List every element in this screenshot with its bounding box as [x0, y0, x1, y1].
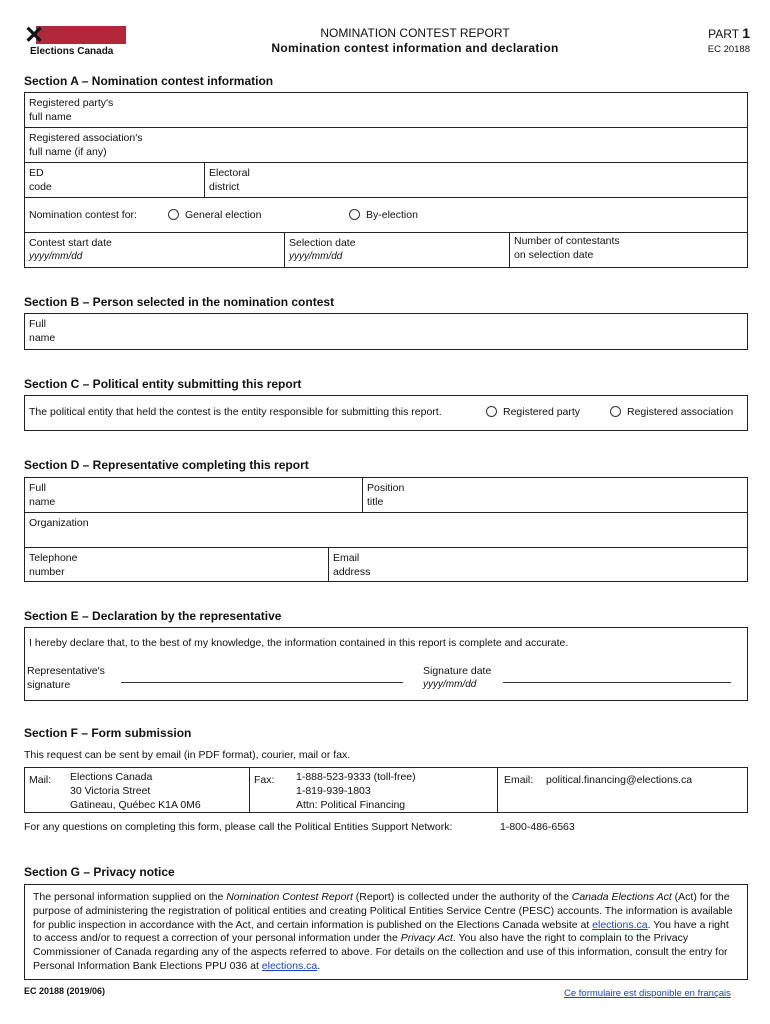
rep-name-label-1: Full: [29, 482, 46, 494]
signature-label-2: signature: [27, 679, 71, 691]
selected-name-label-2: name: [29, 332, 56, 344]
ed-label-1: ED: [29, 167, 44, 179]
representative-name-field[interactable]: [24, 477, 363, 513]
phone-label-1: Telephone: [29, 552, 78, 564]
general-election-radio[interactable]: [168, 209, 179, 220]
fax-line-2: 1-819-939-1803: [296, 785, 371, 797]
selection-date-field[interactable]: [284, 232, 510, 268]
elections-canada-logo: [22, 22, 126, 60]
fax-numbers: [296, 770, 416, 812]
privacy-notice-box: [24, 884, 748, 980]
logo-flag-bar: [36, 26, 126, 44]
contestants-label-2: on selection date: [514, 249, 594, 261]
position-title-field[interactable]: [362, 477, 748, 513]
section-g-title: Section G – Privacy notice: [24, 865, 175, 879]
elections-ca-link-1[interactable]: elections.ca: [592, 918, 648, 931]
part-number: 1: [742, 25, 750, 41]
selection-date-label: Selection date: [289, 237, 356, 249]
phone-label-2: number: [29, 566, 65, 578]
signature-label: [27, 664, 105, 692]
association-name-field[interactable]: [24, 127, 748, 163]
fax-box: [249, 767, 498, 813]
privacy-report-name: Nomination Contest Report: [226, 891, 353, 903]
district-label-1: Electoral: [209, 167, 250, 179]
by-election-option[interactable]: [349, 208, 418, 222]
selected-person-name-field[interactable]: [24, 313, 748, 350]
contest-start-date-field[interactable]: [24, 232, 285, 268]
by-election-label: By-election: [366, 209, 418, 221]
political-entity-row: [24, 395, 748, 431]
mail-address: [70, 770, 201, 812]
form-code: EC 20188: [707, 44, 750, 55]
privacy-text-6: .: [317, 959, 321, 972]
district-label-2: district: [209, 181, 240, 193]
party-label-2: full name: [29, 111, 72, 123]
form-title: NOMINATION CONTEST REPORT: [320, 26, 510, 40]
sig-date-format: yyyy/mm/dd: [423, 679, 477, 690]
assoc-label-2: full name (if any): [29, 146, 107, 158]
registered-party-option[interactable]: [486, 405, 580, 419]
section-d-title: Section D – Representative completing this report: [24, 458, 309, 472]
section-b-title: Section B – Person selected in the nomination contest: [24, 295, 335, 309]
section-f-title: Section F – Form submission: [24, 726, 192, 740]
declaration-text: I hereby declare that, to the best of my knowledge, the information contained in this report is complete and accurate.: [29, 637, 569, 649]
registered-party-label: Registered party: [503, 406, 581, 418]
start-date-label: Contest start date: [29, 237, 112, 249]
privacy-act-italic: Privacy Act: [400, 932, 453, 945]
organization-field[interactable]: [24, 512, 748, 548]
party-label-1: Registered party's: [29, 97, 114, 109]
contestants-label-1: Number of contestants: [514, 235, 620, 247]
privacy-text-1: The personal information supplied on the: [33, 891, 227, 903]
email-label-2: address: [333, 566, 371, 578]
general-election-option[interactable]: [168, 208, 261, 222]
by-election-radio[interactable]: [349, 209, 360, 220]
declaration-box: [24, 627, 748, 701]
section-c-title: Section C – Political entity submitting this report: [24, 377, 302, 391]
elections-ca-link-2[interactable]: elections.ca: [261, 959, 318, 972]
start-date-format: yyyy/mm/dd: [29, 251, 83, 262]
contest-type-row: [24, 197, 748, 233]
fax-label: Fax:: [254, 774, 275, 786]
form-subtitle: Nomination contest information and declaration: [271, 41, 559, 55]
fax-line-1: 1-888-523-9333 (toll-free): [296, 771, 416, 783]
section-a-title: Section A – Nomination contest information: [24, 74, 274, 88]
sig-date-label: Signature date: [423, 665, 492, 677]
privacy-text-2: (Report) is collected under the authority of the: [352, 891, 572, 903]
registered-association-label: Registered association: [627, 406, 734, 418]
registered-association-radio[interactable]: [610, 406, 621, 417]
general-election-label: General election: [185, 209, 262, 221]
rep-name-label-2: name: [29, 496, 56, 508]
mail-line-3: Gatineau, Québec K1A 0M6: [70, 799, 201, 811]
registered-association-option[interactable]: [610, 405, 733, 419]
selection-date-format: yyyy/mm/dd: [289, 251, 343, 262]
signature-date-label: [423, 664, 491, 692]
email-label-1: Email: [333, 552, 360, 564]
mail-line-1: Elections Canada: [70, 771, 153, 783]
mail-label: Mail:: [29, 774, 52, 786]
position-label-1: Position: [367, 482, 405, 494]
electoral-district-field[interactable]: [204, 162, 748, 198]
email-submission-address[interactable]: political.financing@elections.ca: [546, 774, 693, 786]
ed-label-2: code: [29, 181, 52, 193]
logo-text: Elections Canada: [30, 46, 114, 57]
ed-code-field[interactable]: [24, 162, 205, 198]
registered-party-radio[interactable]: [486, 406, 497, 417]
questions-phone: 1-800-486-6563: [500, 821, 575, 833]
section-e-title: Section E – Declaration by the representative: [24, 609, 282, 623]
questions-text: For any questions on completing this form, please call the Political Entities Support Network:: [24, 821, 453, 833]
assoc-label-1: Registered association's: [29, 132, 143, 144]
email-submission-label: Email:: [504, 774, 534, 786]
mail-box: [24, 767, 250, 813]
privacy-act-name: Canada Elections Act: [571, 891, 672, 903]
form-version: EC 20188 (2019/06): [24, 986, 106, 996]
entity-statement: The political entity that held the contest is the entity responsible for submitting this report.: [29, 406, 442, 418]
french-version-link[interactable]: Ce formulaire est disponible en français: [564, 988, 731, 999]
number-of-contestants-field[interactable]: [509, 232, 748, 268]
part-label: PART: [708, 27, 739, 41]
signature-line[interactable]: [121, 682, 403, 683]
email-field[interactable]: [328, 547, 748, 582]
privacy-text-5: . You also have the right to complain to the Privacy Commissioner of Canada regarding any of the aspects referred to above. For details on the collection and use of this information, consult the entry for Personal Information Bank Elections PPU 036 at: [33, 932, 728, 972]
submission-intro: This request can be sent by email (in PDF format), courier, mail or fax.: [24, 749, 351, 761]
signature-date-line[interactable]: [503, 682, 731, 683]
logo-x-mark: ✕: [24, 22, 45, 49]
telephone-field[interactable]: [24, 547, 329, 582]
signature-label-1: Representative's: [27, 665, 105, 677]
mail-line-2: 30 Victoria Street: [70, 785, 151, 797]
privacy-text-3: (Act) for the purpose of administering the registration of political entities and creating Political Entities Service Centre (PESC) accounts. The information is available for public inspection in accordance with the Act, and certain information is published on the Elections Canada website at: [33, 891, 733, 931]
contest-for-label: Nomination contest for:: [29, 209, 137, 221]
organization-label: Organization: [29, 517, 89, 529]
party-name-field[interactable]: [24, 92, 748, 128]
part-indicator: [690, 25, 750, 41]
fax-line-3: Attn: Political Financing: [296, 799, 406, 811]
privacy-text-4: . You have a right to access and/or to request a correction of your personal information under the: [33, 918, 729, 945]
email-submission-box: [497, 767, 748, 813]
position-label-2: title: [367, 496, 384, 508]
selected-name-label-1: Full: [29, 318, 46, 330]
